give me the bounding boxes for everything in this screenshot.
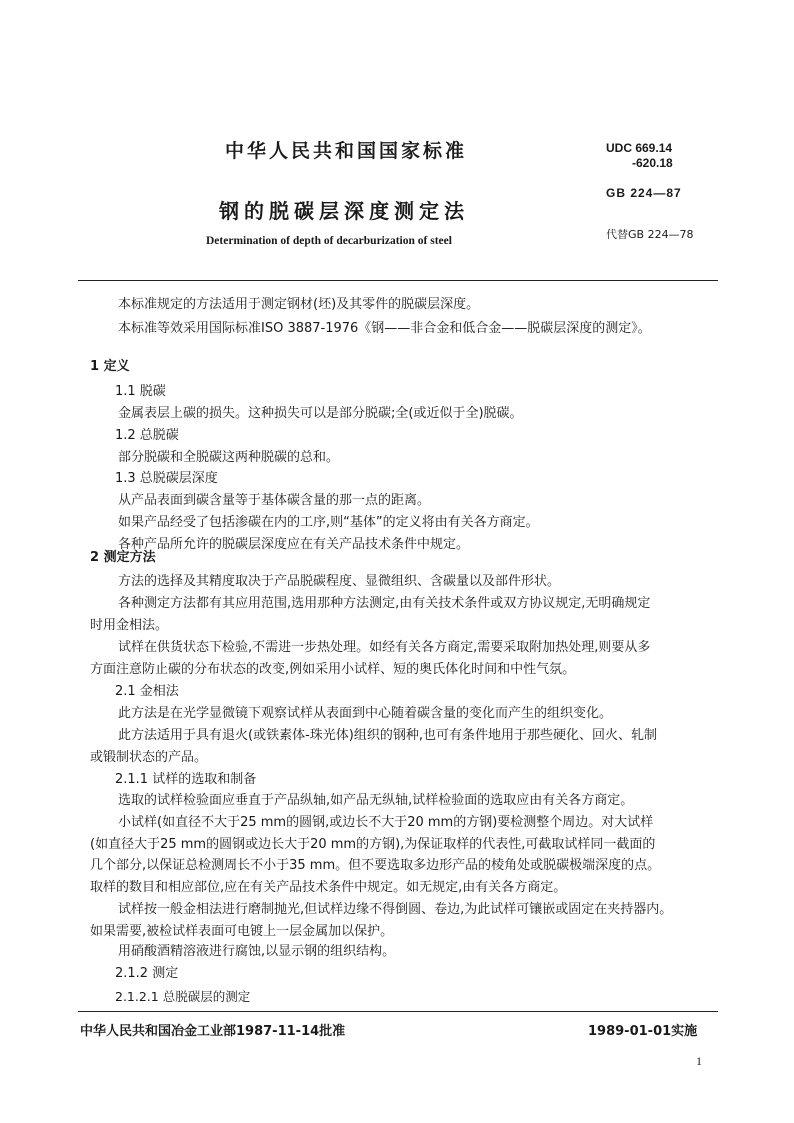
udc-code-line2: -620.18: [632, 156, 673, 170]
subsection-1-3-text-3: 各种产品所允许的脱碳层深度应在有关产品技术条件中规定。: [118, 537, 470, 552]
subsection-2-1-1-paragraph-3-line-2: 如果需要,被检试样表面可电镀上一层金属加以保护。: [90, 924, 394, 939]
subsection-2-1-paragraph-1: 此方法是在光学显微镜下观察试样从表面到中心随着碳含量的变化而产生的组织变化。: [118, 706, 613, 721]
subsection-1-2-heading: 1.2 总脱碳: [115, 428, 179, 443]
approval-date: 中华人民共和国冶金工业部1987-11-14批准: [80, 1024, 346, 1039]
subsection-2-1-heading: 2.1 金相法: [115, 684, 179, 699]
effective-date: 1989-01-01实施: [588, 1024, 698, 1039]
intro-paragraph-1: 本标准规定的方法适用于测定钢材(坯)及其零件的脱碳层深度。: [118, 297, 480, 312]
subsection-2-1-paragraph-2-line-1: 此方法适用于具有退火(或铁素体-珠光体)组织的钢种,也可有条件地用于那些硬化、回火、轧制: [118, 728, 657, 743]
subsection-2-1-2-heading: 2.1.2 测定: [115, 966, 179, 981]
subsection-2-1-1-paragraph-2-line-1: 小试样(如直径不大于25 mm的圆钢,或边长不大于20 mm的方钢)要检测整个周边。对大试样: [118, 815, 654, 830]
subsection-2-1-1-paragraph-2-line-4: 取样的数目和相应部位,应在有关产品技术条件中规定。如无规定,由有关各方商定。: [90, 880, 567, 895]
subsection-2-1-1-heading: 2.1.1 试样的选取和制备: [115, 772, 257, 787]
document-title-cn: 钢的脱碳层深度测定法: [219, 199, 469, 223]
udc-code-line1: UDC 669.14: [606, 141, 673, 155]
subsection-1-3-text-2: 如果产品经受了包括渗碳在内的工序,则“基体”的定义将由有关各方商定。: [118, 515, 539, 530]
subsection-1-1-text: 金属表层上碳的损失。这种损失可以是部分脱碳;全(或近似于全)脱碳。: [118, 406, 523, 421]
section-2-heading: 2 测定方法: [90, 550, 156, 565]
section-2-paragraph-3-line-1: 试样在供货状态下检验,不需进一步热处理。如经有关各方商定,需要采取附加热处理,则要从多: [118, 640, 651, 655]
subsection-2-1-1-paragraph-4: 用硝酸酒精溶液进行腐蚀,以显示钢的组织结构。: [118, 944, 396, 959]
section-1-heading: 1 定义: [90, 359, 130, 374]
subsection-2-1-1-paragraph-2-line-2: (如直径大于25 mm的圆钢或边长大于20 mm的方钢),为保证取样的代表性,可截取试样同一截面的: [90, 837, 656, 852]
national-standard-title: 中华人民共和国国家标准: [225, 140, 468, 162]
footer-divider: [78, 1011, 718, 1012]
subsection-1-1-heading: 1.1 脱碳: [115, 384, 166, 399]
subsection-2-1-1-paragraph-1: 选取的试样检验面应垂直于产品纵轴,如产品无纵轴,试样检验面的选取应由有关各方商定。: [118, 793, 634, 808]
subsection-2-1-paragraph-2-line-2: 或锻制状态的产品。: [90, 750, 208, 765]
replaces-standard: 代替GB 224—78: [606, 228, 694, 241]
section-2-paragraph-2-line-1: 各种测定方法都有其应用范围,选用那种方法测定,由有关技术条件或双方协议规定,无明确规定: [118, 596, 651, 611]
subsection-2-1-1-paragraph-2-line-3: 几个部分,以保证总检测周长不小于35 mm。但不要选取多边形产品的棱角处或脱碳极端深度的点。: [90, 858, 661, 873]
subsection-2-1-2-1-heading: 2.1.2.1 总脱碳层的测定: [115, 989, 251, 1004]
subsection-1-3-text-1: 从产品表面到碳含量等于基体碳含量的那一点的距离。: [118, 493, 431, 508]
page-number: 1: [696, 1054, 702, 1068]
section-2-paragraph-3-line-2: 方面注意防止碳的分布状态的改变,例如采用小试样、短的奥氏体化时间和中性气氛。: [90, 662, 576, 677]
gb-code: GB 224—87: [606, 186, 682, 200]
document-title-en: Determination of depth of decarburization of steel: [206, 235, 452, 247]
section-2-paragraph-1: 方法的选择及其精度取决于产品脱碳程度、显微组织、含碳量以及部件形状。: [118, 574, 561, 589]
subsection-1-2-text: 部分脱碳和全脱碳这两种脱碳的总和。: [118, 450, 340, 465]
header-divider: [78, 280, 718, 281]
intro-paragraph-2: 本标准等效采用国际标准ISO 3887-1976《钢——非合金和低合金——脱碳层深度的测定》。: [118, 321, 651, 336]
subsection-2-1-1-paragraph-3-line-1: 试样按一般金相法进行磨制抛光,但试样边缘不得倒圆、卷边,为此试样可镶嵌或固定在夹持器内。: [118, 902, 673, 917]
subsection-1-3-heading: 1.3 总脱碳层深度: [115, 471, 218, 486]
section-2-paragraph-2-line-2: 时用金相法。: [90, 618, 169, 633]
